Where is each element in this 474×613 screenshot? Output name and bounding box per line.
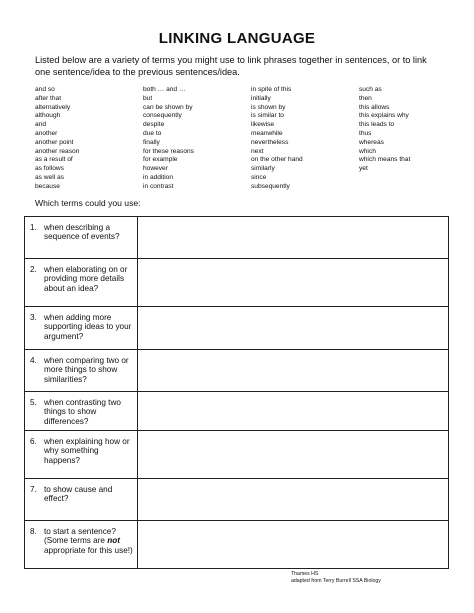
prompt-number: 8.: [30, 527, 37, 536]
linking-term: as well as: [35, 173, 64, 181]
linking-term: then: [359, 94, 372, 102]
prompt-text: when explaining how or why something happens?: [44, 437, 130, 465]
prompt-text: to show cause and effect?: [44, 485, 113, 504]
table-row: [25, 259, 449, 307]
prompt-cell: [25, 521, 138, 569]
terms-column: [359, 86, 410, 174]
prompt-number: 1.: [30, 223, 37, 232]
table-row: [25, 431, 449, 479]
answer-cell[interactable]: [138, 217, 449, 259]
answer-cell[interactable]: [138, 350, 449, 392]
prompt-cell: [25, 259, 138, 307]
linking-term: despite: [143, 121, 165, 129]
linking-term: and: [35, 121, 47, 129]
prompt-text-start: to start a sentence? (Some terms are: [44, 527, 116, 546]
linking-term: as follows: [35, 165, 64, 173]
linking-term: another point: [35, 138, 74, 146]
terms-column: [35, 86, 79, 192]
linking-term: whereas: [359, 138, 384, 146]
linking-term: in addition: [143, 173, 174, 181]
answer-table: [24, 216, 449, 569]
linking-term: meanwhile: [251, 129, 283, 137]
prompt-text: when comparing two or more things to show similarities?: [44, 356, 129, 384]
linking-term: similarly: [251, 165, 275, 173]
answer-cell[interactable]: [138, 259, 449, 307]
linking-term: which means that: [359, 156, 411, 164]
prompt-cell: [25, 392, 138, 431]
linking-term: but: [143, 94, 153, 102]
table-row: [25, 350, 449, 392]
linking-term: which: [359, 147, 376, 155]
linking-term: next: [251, 147, 264, 155]
footer-school: Thames HS: [291, 571, 319, 577]
linking-term: such as: [359, 86, 382, 93]
prompt-text: when describing a sequence of events?: [44, 223, 120, 242]
linking-term: and so: [35, 86, 55, 93]
prompt-text: when elaborating on or providing more details about an idea?: [44, 265, 128, 293]
footer-credit: [291, 571, 381, 585]
linking-term: in contrast: [143, 182, 174, 190]
prompt-number: 5.: [30, 398, 37, 407]
linking-term: thus: [359, 129, 372, 137]
linking-term: due to: [143, 129, 162, 137]
terms-column: [143, 86, 194, 192]
prompt-number: 4.: [30, 356, 37, 365]
answer-cell[interactable]: [138, 307, 449, 350]
prompt-cell: [25, 431, 138, 479]
prompt-text-end: appropriate for this use!): [44, 545, 133, 555]
table-row: [25, 307, 449, 350]
linking-term: is similar to: [251, 112, 284, 120]
answer-cell[interactable]: [138, 479, 449, 521]
answer-cell[interactable]: [138, 392, 449, 431]
prompt-emphasis: not: [107, 536, 120, 546]
prompt-cell: [25, 479, 138, 521]
linking-term: initially: [251, 94, 271, 102]
linking-term: can be shown by: [143, 103, 193, 111]
linking-term: this leads to: [359, 121, 395, 129]
linking-term: this allows: [359, 103, 390, 111]
linking-term: for these reasons: [143, 147, 194, 155]
linking-term: both … and …: [143, 86, 186, 93]
table-row: [25, 392, 449, 431]
linking-term: on the other hand: [251, 156, 303, 164]
footer-attribution: adapted from Terry Burrell SSA Biology: [291, 578, 381, 584]
prompt-number: 7.: [30, 485, 37, 494]
table-row: [25, 217, 449, 259]
answer-cell[interactable]: [138, 431, 449, 479]
linking-term: finally: [143, 138, 160, 146]
question-prompt: Which terms could you use:: [35, 198, 141, 208]
prompt-cell: [25, 307, 138, 350]
page-title: LINKING LANGUAGE: [158, 30, 316, 47]
linking-term: for example: [143, 156, 178, 164]
prompt-text: when contrasting two things to show differences?: [44, 398, 121, 426]
linking-term: in spite of this: [251, 86, 292, 93]
table-row: [25, 479, 449, 521]
linking-term: nevertheless: [251, 138, 289, 146]
linking-term: another: [35, 129, 58, 137]
linking-term: since: [251, 173, 267, 181]
prompt-number: 2.: [30, 265, 37, 274]
prompt-cell: [25, 350, 138, 392]
linking-term: subsequently: [251, 182, 290, 190]
terms-column: [251, 86, 303, 192]
linking-term: is shown by: [251, 103, 286, 111]
linking-term: consequently: [143, 112, 182, 120]
linking-term: however: [143, 165, 168, 173]
linking-term: although: [35, 112, 61, 120]
answer-cell[interactable]: [138, 521, 449, 569]
intro-paragraph: Listed below are a variety of terms you might use to link phrases together in sentences, or to link one sentence/idea to the previous sentences/idea.: [35, 55, 427, 77]
linking-term: after that: [35, 94, 62, 102]
prompt-number: 3.: [30, 313, 37, 322]
prompt-text: when adding more supporting ideas to your argument?: [44, 313, 132, 341]
linking-term: as a result of: [35, 156, 73, 164]
prompt-text: [44, 527, 133, 555]
prompt-number: 6.: [30, 437, 37, 446]
linking-term: yet: [359, 165, 368, 173]
prompt-cell: [25, 217, 138, 259]
table-row: [25, 521, 449, 569]
linking-term: alternatively: [35, 103, 71, 111]
linking-term: this explains why: [359, 112, 409, 120]
linking-term: because: [35, 182, 60, 190]
linking-term: another reason: [35, 147, 80, 155]
linking-term: likewise: [251, 121, 275, 129]
